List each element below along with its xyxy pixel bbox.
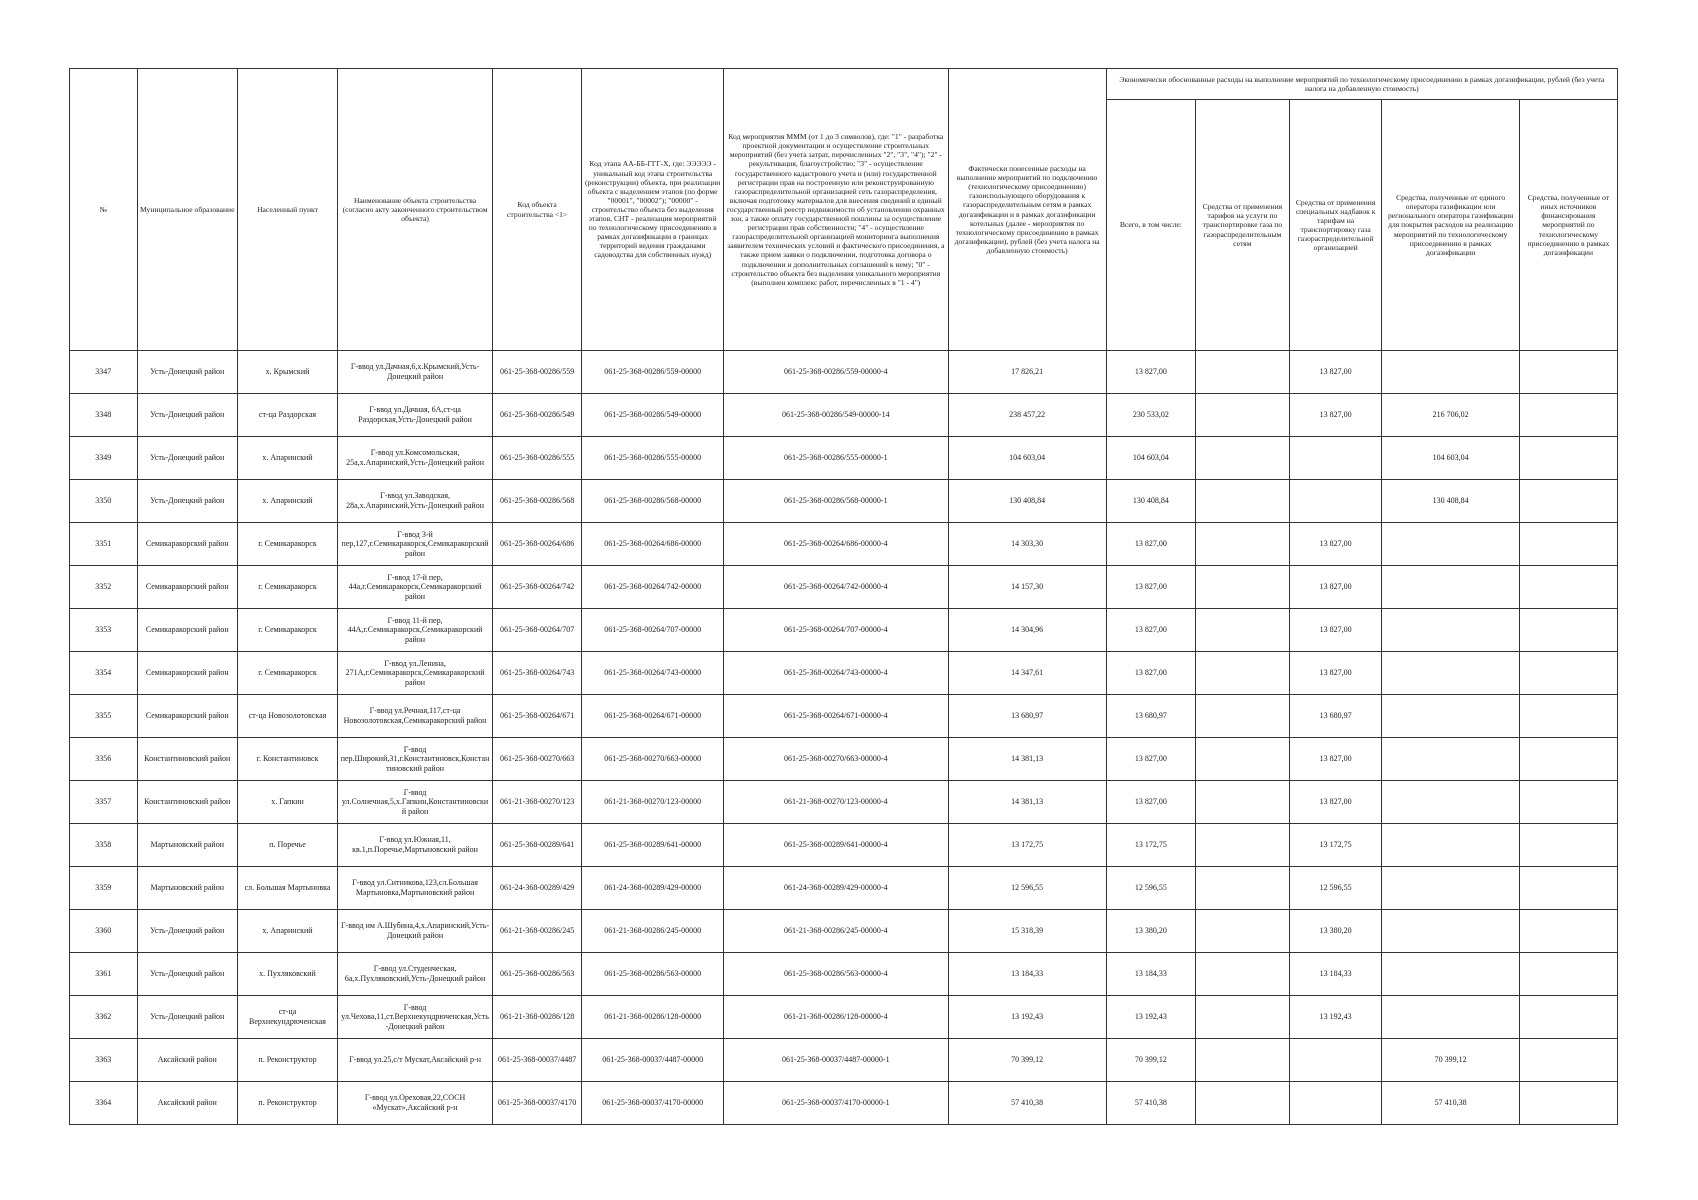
cell-no: 3355 <box>70 695 138 738</box>
header-other: Средства, полученные от иных источников финансирования мероприятий по технологическому присоединению в рамках догазификации <box>1519 100 1617 351</box>
cell-settlement: х. Крымский <box>237 351 337 394</box>
cell-actual: 70 399,12 <box>948 1039 1106 1082</box>
cell-settlement: ст-ца Новозолотовская <box>237 695 337 738</box>
header-no: № <box>70 69 138 351</box>
cell-municipality: Семикаракорский район <box>137 523 237 566</box>
cell-object: Г-ввод 17-й пер, 44а,г.Семикаракорск,Семикаракорский район <box>338 566 493 609</box>
cell-event-code: 061-25-368-00286/563-00000-4 <box>724 953 949 996</box>
cell-tariff <box>1196 437 1290 480</box>
cell-special: 13 827,00 <box>1289 566 1382 609</box>
cell-other <box>1519 523 1617 566</box>
cell-stage-code: 061-21-368-00286/128-00000 <box>582 996 724 1039</box>
cell-no: 3353 <box>70 609 138 652</box>
header-event-code: Код мероприятия МММ (от 1 до 3 символов), где: "1" - разработка проектной документации и осуществление строительных мероприятий (без учета затрат, перечисленных "2", "3", "4"); "2" - рекультивация, благоустройство; "3" - осуществление государственного кадастрового учета и (или) государственной регистрации прав на построенную или реконструированную газораспределительной организацией сеть газораспределения, включая подготовку материалов для внесения сведений в единый государственный реестр недвижимости об установлении охранных зон, а также оплату государственной пошлины за осуществление регистрации прав собственности; "4" - осуществление газораспределительной организацией мониторинга выполнения заявителем технических условий и фактического присоединения, а также прием заявки о подключении, подготовка договора о подключении и дополнительных соглашений к нему; "0" - строительство объекта без выделения уникального мероприятия (выполнен комплекс работ, перечисленных в "1 - 4") <box>724 69 949 351</box>
cell-stage-code: 061-25-368-00264/707-00000 <box>582 609 724 652</box>
cell-other <box>1519 910 1617 953</box>
table-row <box>70 867 1618 910</box>
header-object-code: Код объекта строительства <1> <box>492 69 581 351</box>
cell-special: 13 827,00 <box>1289 781 1382 824</box>
cell-municipality: Константиновский район <box>137 738 237 781</box>
cell-tariff <box>1196 996 1290 1039</box>
cell-municipality: Усть-Донецкий район <box>137 480 237 523</box>
cell-object-code: 061-25-368-00289/641 <box>492 824 581 867</box>
table-row <box>70 394 1618 437</box>
cell-actual: 12 596,55 <box>948 867 1106 910</box>
cell-event-code: 061-25-368-00264/707-00000-4 <box>724 609 949 652</box>
cell-municipality: Семикаракорский район <box>137 695 237 738</box>
cell-actual: 17 826,21 <box>948 351 1106 394</box>
cell-settlement: г. Семикаракорск <box>237 652 337 695</box>
cell-total: 12 596,55 <box>1106 867 1195 910</box>
cell-object: Г-ввод им А.Шубина,4,х.Апаринский,Усть-Донецкий район <box>338 910 493 953</box>
cell-total: 13 827,00 <box>1106 609 1195 652</box>
cell-operator <box>1382 566 1519 609</box>
cell-special: 13 827,00 <box>1289 394 1382 437</box>
cell-tariff <box>1196 738 1290 781</box>
cell-object: Г-ввод ул.Дачная,6,х.Крымский,Усть-Донецкий район <box>338 351 493 394</box>
cell-total: 104 603,04 <box>1106 437 1195 480</box>
cell-tariff <box>1196 781 1290 824</box>
cell-settlement: г. Семикаракорск <box>237 609 337 652</box>
cell-operator <box>1382 996 1519 1039</box>
cell-operator <box>1382 695 1519 738</box>
header-settlement: Населенный пункт <box>237 69 337 351</box>
table-row <box>70 480 1618 523</box>
cell-no: 3361 <box>70 953 138 996</box>
cell-stage-code: 061-25-368-00264/671-00000 <box>582 695 724 738</box>
cell-operator: 130 408,84 <box>1382 480 1519 523</box>
cell-municipality: Константиновский район <box>137 781 237 824</box>
cell-municipality: Усть-Донецкий район <box>137 351 237 394</box>
cell-object-code: 061-21-368-00286/128 <box>492 996 581 1039</box>
table-row <box>70 566 1618 609</box>
header-total: Всего, в том числе: <box>1106 100 1195 351</box>
cell-settlement: г. Семикаракорск <box>237 566 337 609</box>
table-row <box>70 1039 1618 1082</box>
cell-operator <box>1382 609 1519 652</box>
table-row <box>70 953 1618 996</box>
cell-municipality: Усть-Донецкий район <box>137 394 237 437</box>
cell-tariff <box>1196 394 1290 437</box>
cell-operator <box>1382 867 1519 910</box>
cell-special: 12 596,55 <box>1289 867 1382 910</box>
cell-stage-code: 061-25-368-00264/686-00000 <box>582 523 724 566</box>
cell-settlement: п. Поречье <box>237 824 337 867</box>
cell-other <box>1519 824 1617 867</box>
cell-settlement: г. Константиновск <box>237 738 337 781</box>
cell-special: 13 827,00 <box>1289 609 1382 652</box>
cell-municipality: Семикаракорский район <box>137 566 237 609</box>
cell-municipality: Аксайский район <box>137 1082 237 1125</box>
table-row <box>70 351 1618 394</box>
cell-operator: 70 399,12 <box>1382 1039 1519 1082</box>
cell-total: 13 192,43 <box>1106 996 1195 1039</box>
cell-special: 13 827,00 <box>1289 523 1382 566</box>
cell-other <box>1519 996 1617 1039</box>
cell-tariff <box>1196 910 1290 953</box>
cell-actual: 238 457,22 <box>948 394 1106 437</box>
cell-object-code: 061-25-368-00286/549 <box>492 394 581 437</box>
cell-special <box>1289 1039 1382 1082</box>
cell-total: 13 172,75 <box>1106 824 1195 867</box>
cell-stage-code: 061-25-368-00286/555-00000 <box>582 437 724 480</box>
cell-actual: 14 304,96 <box>948 609 1106 652</box>
cell-actual: 15 318,39 <box>948 910 1106 953</box>
cell-no: 3356 <box>70 738 138 781</box>
cell-object-code: 061-25-368-00286/559 <box>492 351 581 394</box>
cell-total: 13 184,33 <box>1106 953 1195 996</box>
cell-event-code: 061-25-368-00286/568-00000-1 <box>724 480 949 523</box>
cell-special: 13 827,00 <box>1289 652 1382 695</box>
data-sheet <box>69 68 1618 1125</box>
cell-object: Г-ввод 3-й пер,127,г.Семикаракорск,Семикаракорский район <box>338 523 493 566</box>
cell-total: 13 680,97 <box>1106 695 1195 738</box>
cell-event-code: 061-21-368-00270/123-00000-4 <box>724 781 949 824</box>
gasification-table <box>69 68 1618 1125</box>
cell-other <box>1519 609 1617 652</box>
cell-object-code: 061-25-368-00270/663 <box>492 738 581 781</box>
cell-object-code: 061-25-368-00264/707 <box>492 609 581 652</box>
cell-operator <box>1382 351 1519 394</box>
cell-no: 3352 <box>70 566 138 609</box>
header-actual-costs: Фактически понесенные расходы на выполнение мероприятий по подключению (технологическому присоединению) газоиспользующего оборудования к газораспределительным сетям в рамках догазификации и в рамках догазификации котельных (далее - мероприятия по технологическому присоединению в рамках догазификации), рублей (без учета налога на добавленную стоимость) <box>948 69 1106 351</box>
cell-object: Г-ввод ул.Дачная, 6А,ст-ца Раздорская,Усть-Донецкий район <box>338 394 493 437</box>
cell-special: 13 380,20 <box>1289 910 1382 953</box>
cell-event-code: 061-25-368-00270/663-00000-4 <box>724 738 949 781</box>
table-row <box>70 910 1618 953</box>
cell-object-code: 061-25-368-00037/4170 <box>492 1082 581 1125</box>
cell-tariff <box>1196 953 1290 996</box>
cell-actual: 104 603,04 <box>948 437 1106 480</box>
header-stage-code: Код этапа АА-ББ-ГГГ-Х, где: ЭЭЭЭЭ - уникальный код этапа строительства (реконструкции) объекта, при реализации объекта с выделением этапов (по форме "00001", "00002"); "00000" - строительство объекта без выделения этапов, СНТ - реализация мероприятий по технологическому присоединению в рамках догазификации в границах территорий ведения гражданами садоводства для собственных нужд) <box>582 69 724 351</box>
cell-object-code: 061-25-368-00264/671 <box>492 695 581 738</box>
table-row <box>70 652 1618 695</box>
cell-special <box>1289 1082 1382 1125</box>
cell-other <box>1519 738 1617 781</box>
cell-operator: 57 410,38 <box>1382 1082 1519 1125</box>
header-municipality: Муниципальное образование <box>137 69 237 351</box>
cell-total: 130 408,84 <box>1106 480 1195 523</box>
cell-object-code: 061-25-368-00286/555 <box>492 437 581 480</box>
cell-stage-code: 061-25-368-00037/4487-00000 <box>582 1039 724 1082</box>
cell-object-code: 061-24-368-00289/429 <box>492 867 581 910</box>
cell-no: 3351 <box>70 523 138 566</box>
cell-municipality: Мартыновский район <box>137 824 237 867</box>
cell-object-code: 061-25-368-00264/686 <box>492 523 581 566</box>
cell-municipality: Аксайский район <box>137 1039 237 1082</box>
cell-operator <box>1382 523 1519 566</box>
table-row <box>70 781 1618 824</box>
cell-actual: 13 172,75 <box>948 824 1106 867</box>
cell-actual: 13 192,43 <box>948 996 1106 1039</box>
cell-settlement: г. Семикаракорск <box>237 523 337 566</box>
cell-special: 13 192,43 <box>1289 996 1382 1039</box>
cell-special <box>1289 437 1382 480</box>
cell-settlement: х. Гапкин <box>237 781 337 824</box>
header-economic-costs-group: Экономически обоснованные расходы на выполнение мероприятий по технологическому присоединению в рамках догазификации, рублей (без учета налога на добавленную стоимость) <box>1106 69 1617 100</box>
cell-operator <box>1382 824 1519 867</box>
cell-actual: 14 303,30 <box>948 523 1106 566</box>
cell-no: 3362 <box>70 996 138 1039</box>
header-operator: Средства, полученные от единого оператора газификации или регионального оператора газификации для покрытия расходов на реализацию мероприятий по технологическому присоединению в рамках догазификации <box>1382 100 1519 351</box>
cell-event-code: 061-25-368-00286/549-00000-14 <box>724 394 949 437</box>
cell-object-code: 061-21-368-00286/245 <box>492 910 581 953</box>
cell-tariff <box>1196 480 1290 523</box>
cell-stage-code: 061-21-368-00286/245-00000 <box>582 910 724 953</box>
cell-no: 3360 <box>70 910 138 953</box>
cell-no: 3354 <box>70 652 138 695</box>
cell-operator <box>1382 781 1519 824</box>
cell-stage-code: 061-25-368-00270/663-00000 <box>582 738 724 781</box>
cell-special: 13 184,33 <box>1289 953 1382 996</box>
cell-object: Г-ввод ул.25,с/т Мускат,Аксайский р-н <box>338 1039 493 1082</box>
cell-no: 3359 <box>70 867 138 910</box>
cell-other <box>1519 695 1617 738</box>
table-row <box>70 1082 1618 1125</box>
cell-actual: 14 157,30 <box>948 566 1106 609</box>
cell-event-code: 061-25-368-00264/686-00000-4 <box>724 523 949 566</box>
cell-other <box>1519 566 1617 609</box>
cell-object-code: 061-25-368-00286/563 <box>492 953 581 996</box>
table-row <box>70 609 1618 652</box>
cell-event-code: 061-25-368-00289/641-00000-4 <box>724 824 949 867</box>
cell-tariff <box>1196 824 1290 867</box>
cell-stage-code: 061-25-368-00264/742-00000 <box>582 566 724 609</box>
cell-object-code: 061-25-368-00286/568 <box>492 480 581 523</box>
cell-other <box>1519 480 1617 523</box>
cell-event-code: 061-25-368-00264/743-00000-4 <box>724 652 949 695</box>
cell-operator <box>1382 652 1519 695</box>
cell-other <box>1519 867 1617 910</box>
cell-event-code: 061-25-368-00264/742-00000-4 <box>724 566 949 609</box>
cell-object: Г-ввод ул.Ленина, 271А,г.Семикаракорск,Семикаракорский район <box>338 652 493 695</box>
cell-settlement: х. Апаринский <box>237 910 337 953</box>
cell-other <box>1519 652 1617 695</box>
cell-tariff <box>1196 867 1290 910</box>
cell-special: 13 680,97 <box>1289 695 1382 738</box>
cell-object-code: 061-25-368-00037/4487 <box>492 1039 581 1082</box>
cell-settlement: п. Реконструктор <box>237 1082 337 1125</box>
cell-stage-code: 061-25-368-00286/559-00000 <box>582 351 724 394</box>
cell-no: 3349 <box>70 437 138 480</box>
cell-special: 13 172,75 <box>1289 824 1382 867</box>
cell-actual: 14 381,13 <box>948 781 1106 824</box>
table-row <box>70 695 1618 738</box>
cell-tariff <box>1196 652 1290 695</box>
cell-total: 230 533,02 <box>1106 394 1195 437</box>
cell-operator <box>1382 953 1519 996</box>
cell-total: 70 399,12 <box>1106 1039 1195 1082</box>
cell-other <box>1519 781 1617 824</box>
cell-settlement: х. Апаринский <box>237 437 337 480</box>
cell-object: Г-ввод ул.Солнечная,5,х.Гапкин,Константиновский район <box>338 781 493 824</box>
cell-tariff <box>1196 566 1290 609</box>
cell-total: 57 410,38 <box>1106 1082 1195 1125</box>
cell-tariff <box>1196 1082 1290 1125</box>
cell-event-code: 061-25-368-00286/555-00000-1 <box>724 437 949 480</box>
cell-municipality: Усть-Донецкий район <box>137 437 237 480</box>
cell-operator: 104 603,04 <box>1382 437 1519 480</box>
table-row <box>70 523 1618 566</box>
cell-other <box>1519 1039 1617 1082</box>
cell-settlement: х. Апаринский <box>237 480 337 523</box>
cell-actual: 13 680,97 <box>948 695 1106 738</box>
cell-municipality: Мартыновский район <box>137 867 237 910</box>
cell-total: 13 827,00 <box>1106 523 1195 566</box>
cell-other <box>1519 351 1617 394</box>
cell-no: 3347 <box>70 351 138 394</box>
cell-other <box>1519 394 1617 437</box>
cell-tariff <box>1196 609 1290 652</box>
cell-operator: 216 706,02 <box>1382 394 1519 437</box>
cell-operator <box>1382 738 1519 781</box>
cell-event-code: 061-24-368-00289/429-00000-4 <box>724 867 949 910</box>
table-row <box>70 996 1618 1039</box>
cell-object-code: 061-25-368-00264/743 <box>492 652 581 695</box>
cell-special: 13 827,00 <box>1289 351 1382 394</box>
cell-object: Г-ввод ул.Ореховая,22,СОСН «Мускат»,Аксайский р-н <box>338 1082 493 1125</box>
cell-object: Г-ввод ул.Речная,117,ст-ца Новозолотовская,Семикаракорский район <box>338 695 493 738</box>
cell-no: 3364 <box>70 1082 138 1125</box>
cell-event-code: 061-25-368-00037/4170-00000-1 <box>724 1082 949 1125</box>
header-object-name: Наименование объекта строительства (согласно акту законченного строительством объекта) <box>338 69 493 351</box>
cell-object: Г-ввод ул.Комсомольская, 25а,х.Апаринский,Усть-Донецкий район <box>338 437 493 480</box>
cell-total: 13 827,00 <box>1106 566 1195 609</box>
cell-municipality: Усть-Донецкий район <box>137 996 237 1039</box>
table-row <box>70 437 1618 480</box>
cell-municipality: Семикаракорский район <box>137 652 237 695</box>
header-special: Средства от применения специальных надбавок к тарифам на транспортировку газа газораспределительной организацией <box>1289 100 1382 351</box>
cell-municipality: Усть-Донецкий район <box>137 910 237 953</box>
cell-object: Г-ввод ул.Чехова,11,ст.Верхнекундрюченская,Усть-Донецкий район <box>338 996 493 1039</box>
cell-municipality: Семикаракорский район <box>137 609 237 652</box>
cell-municipality: Усть-Донецкий район <box>137 953 237 996</box>
cell-total: 13 380,20 <box>1106 910 1195 953</box>
cell-event-code: 061-25-368-00286/559-00000-4 <box>724 351 949 394</box>
cell-tariff <box>1196 695 1290 738</box>
cell-settlement: п. Реконструктор <box>237 1039 337 1082</box>
cell-tariff <box>1196 351 1290 394</box>
cell-special <box>1289 480 1382 523</box>
cell-event-code: 061-25-368-00037/4487-00000-1 <box>724 1039 949 1082</box>
cell-object-code: 061-25-368-00264/742 <box>492 566 581 609</box>
cell-total: 13 827,00 <box>1106 652 1195 695</box>
cell-settlement: сл. Большая Мартыновка <box>237 867 337 910</box>
cell-other <box>1519 437 1617 480</box>
cell-stage-code: 061-25-368-00286/549-00000 <box>582 394 724 437</box>
table-row <box>70 738 1618 781</box>
cell-object: Г-ввод ул.Студенческая, 6а,х.Пухляковский,Усть-Донецкий район <box>338 953 493 996</box>
cell-object: Г-ввод 11-й пер, 44А,г.Семикаракорск,Семикаракорский район <box>338 609 493 652</box>
cell-total: 13 827,00 <box>1106 781 1195 824</box>
cell-actual: 13 184,33 <box>948 953 1106 996</box>
cell-tariff <box>1196 523 1290 566</box>
cell-object: Г-ввод ул.Ситникова,123,сл.Большая Мартыновка,Мартыновский район <box>338 867 493 910</box>
cell-special: 13 827,00 <box>1289 738 1382 781</box>
cell-stage-code: 061-25-368-00286/568-00000 <box>582 480 724 523</box>
cell-no: 3363 <box>70 1039 138 1082</box>
cell-other <box>1519 1082 1617 1125</box>
cell-total: 13 827,00 <box>1106 351 1195 394</box>
cell-stage-code: 061-25-368-00286/563-00000 <box>582 953 724 996</box>
cell-event-code: 061-25-368-00264/671-00000-4 <box>724 695 949 738</box>
cell-other <box>1519 953 1617 996</box>
cell-operator <box>1382 910 1519 953</box>
cell-event-code: 061-21-368-00286/245-00000-4 <box>724 910 949 953</box>
cell-stage-code: 061-25-368-00289/641-00000 <box>582 824 724 867</box>
cell-actual: 14 347,61 <box>948 652 1106 695</box>
cell-object: Г-ввод пер.Широкий,31,г.Константиновск,Константиновский район <box>338 738 493 781</box>
cell-actual: 14 381,13 <box>948 738 1106 781</box>
cell-actual: 130 408,84 <box>948 480 1106 523</box>
cell-settlement: ст-ца Раздорская <box>237 394 337 437</box>
cell-object-code: 061-21-368-00270/123 <box>492 781 581 824</box>
cell-no: 3358 <box>70 824 138 867</box>
table-row <box>70 824 1618 867</box>
cell-object: Г-ввод ул.Южная,11, кв.1,п.Поречье,Мартыновский район <box>338 824 493 867</box>
cell-stage-code: 061-25-368-00037/4170-00000 <box>582 1082 724 1125</box>
cell-settlement: ст-ца Верхнекундрюченская <box>237 996 337 1039</box>
cell-no: 3350 <box>70 480 138 523</box>
cell-tariff <box>1196 1039 1290 1082</box>
cell-settlement: х. Пухляковский <box>237 953 337 996</box>
cell-no: 3357 <box>70 781 138 824</box>
cell-no: 3348 <box>70 394 138 437</box>
cell-total: 13 827,00 <box>1106 738 1195 781</box>
cell-stage-code: 061-21-368-00270/123-00000 <box>582 781 724 824</box>
cell-actual: 57 410,38 <box>948 1082 1106 1125</box>
cell-object: Г-ввод ул.Заводская, 28а,х.Апаринский,Усть-Донецкий район <box>338 480 493 523</box>
cell-event-code: 061-21-368-00286/128-00000-4 <box>724 996 949 1039</box>
cell-stage-code: 061-24-368-00289/429-00000 <box>582 867 724 910</box>
header-tariff: Средства от применения тарифов на услуги по транспортировке газа по газораспределительным сетям <box>1196 100 1290 351</box>
cell-stage-code: 061-25-368-00264/743-00000 <box>582 652 724 695</box>
